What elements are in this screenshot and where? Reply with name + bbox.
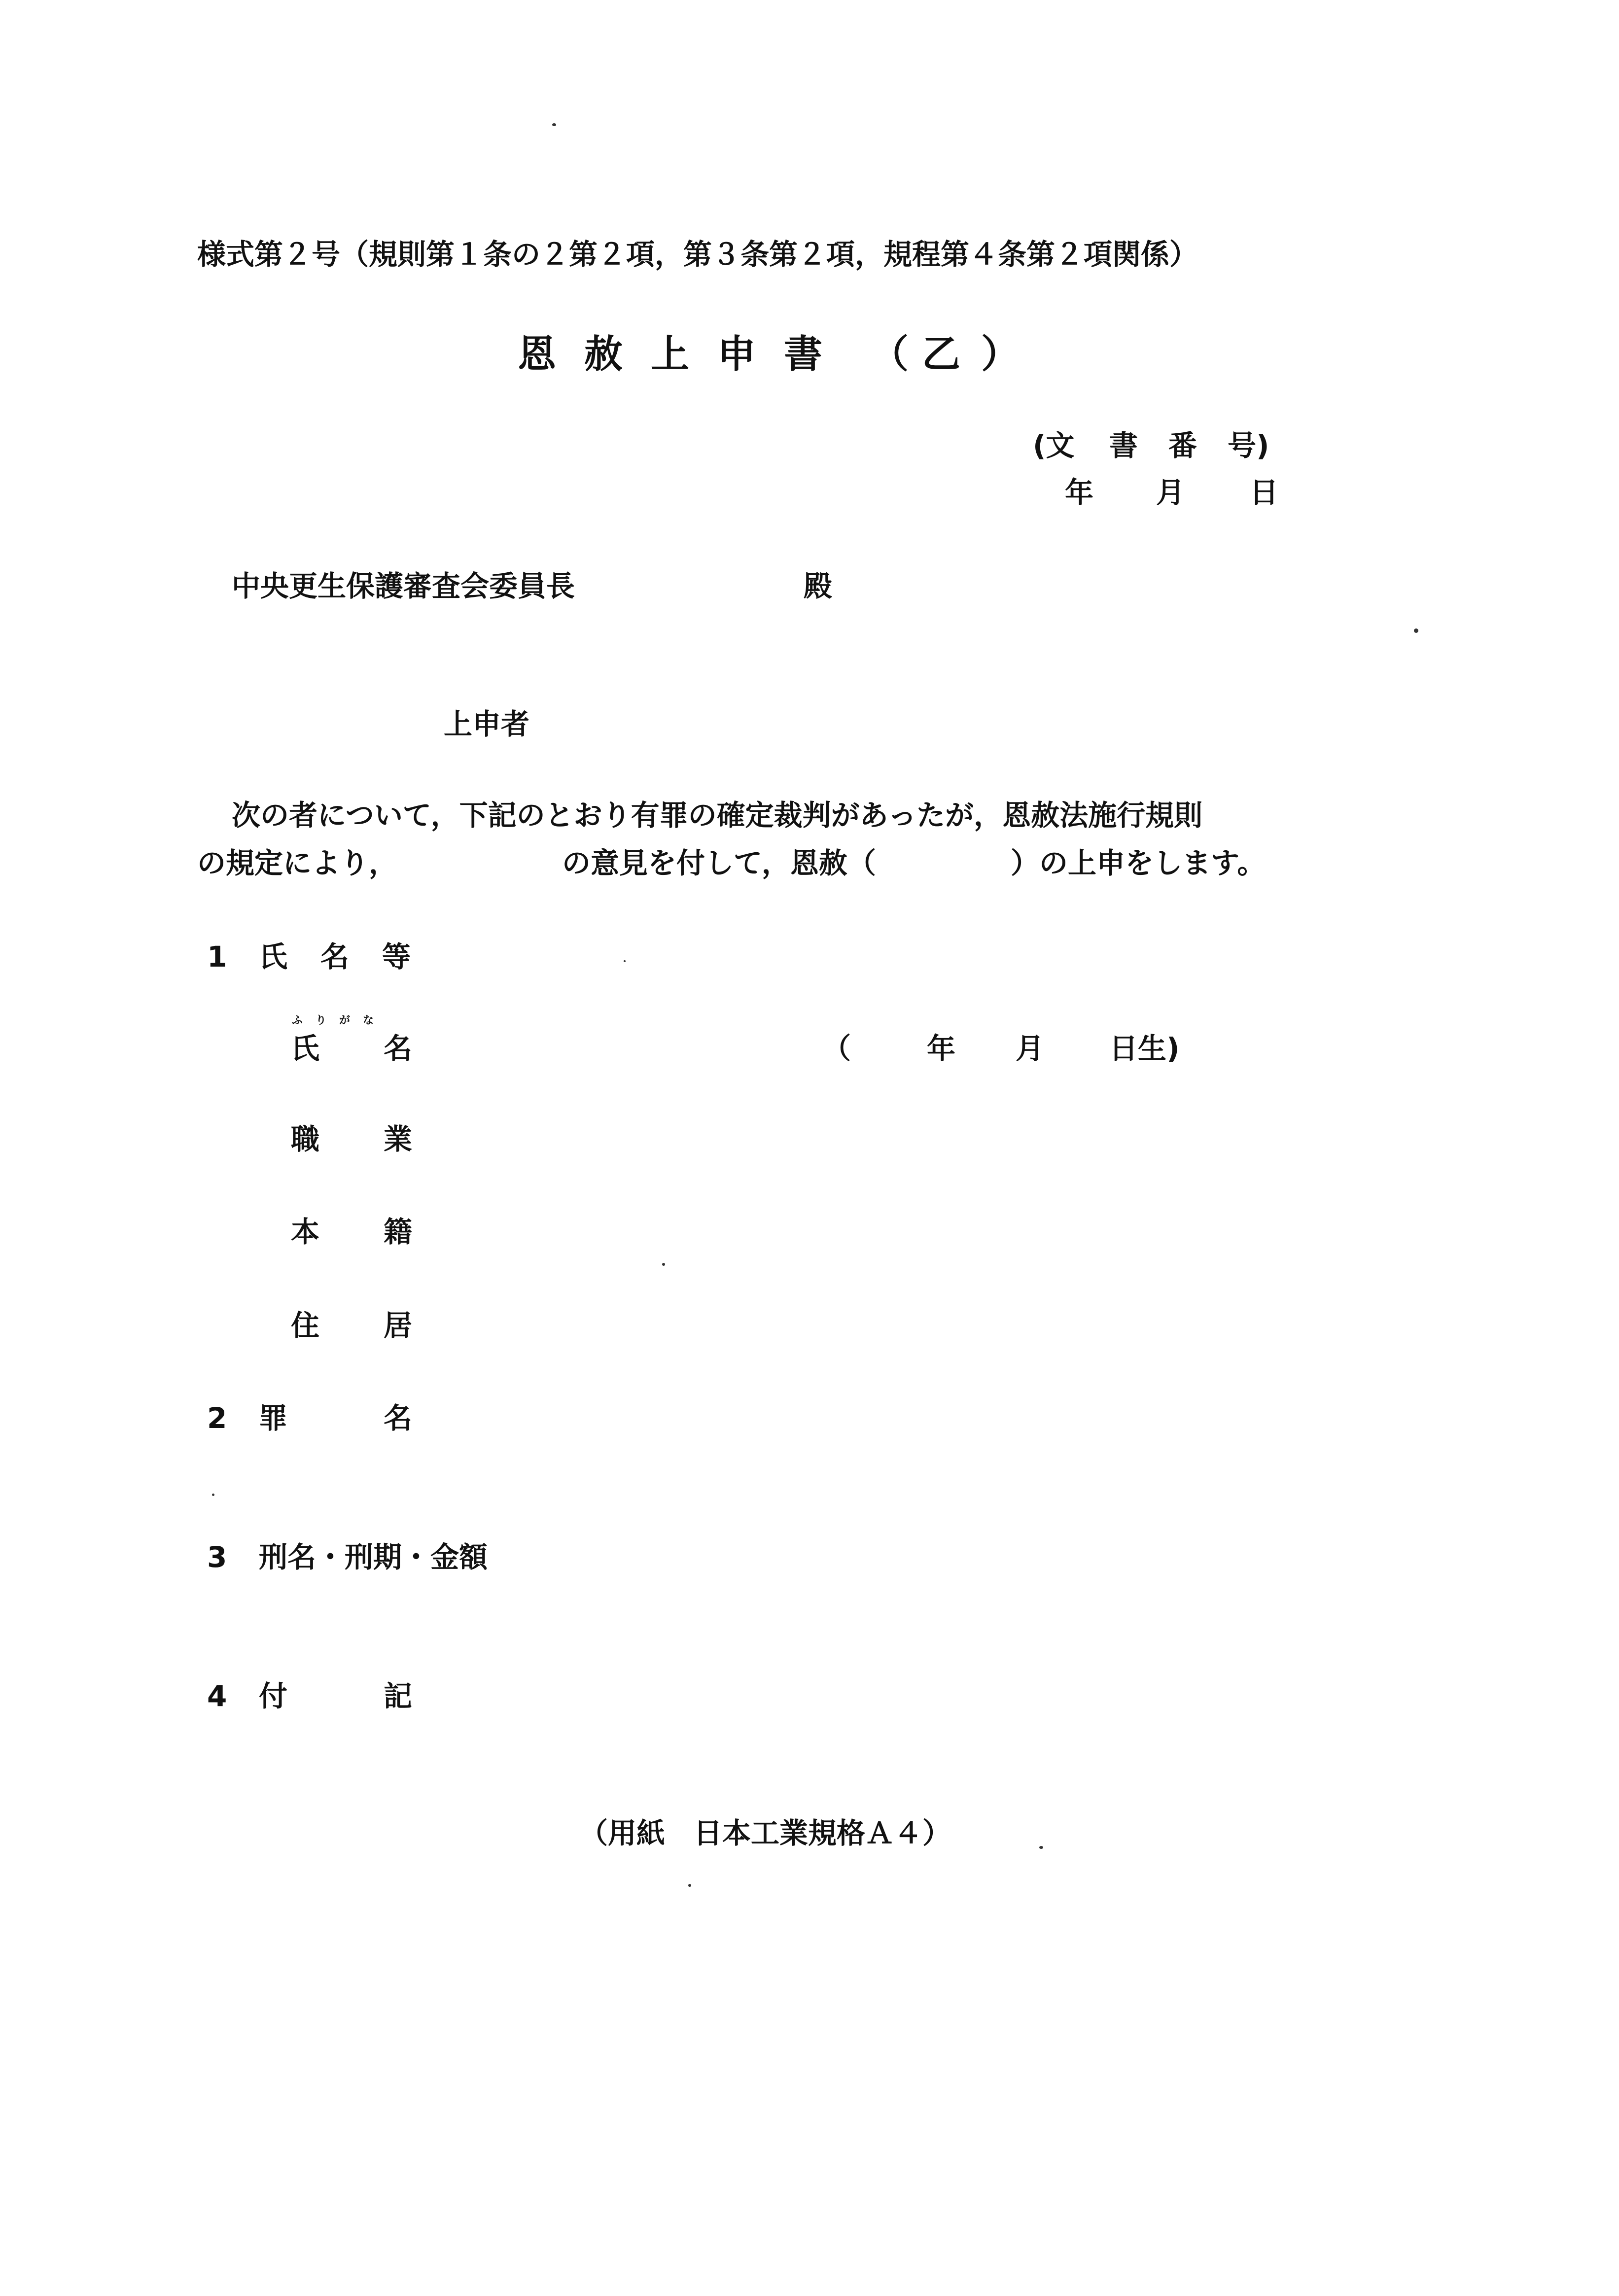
birthdate-year-label: 年 <box>927 1032 956 1065</box>
doc-number-char: 番 <box>1168 429 1197 462</box>
form-number-label: 様式第２号（規則第１条の２第２項，第３条第２項，規程第４条第２項関係） <box>197 238 1198 271</box>
section-1-label-char: 名 <box>320 940 350 974</box>
residence-label-char: 住 <box>291 1309 320 1342</box>
section-3-label: 刑名・刑期・金額 <box>259 1540 488 1574</box>
scan-speck <box>1039 1846 1043 1849</box>
scan-speck <box>688 1884 691 1887</box>
section-4-label-char: 記 <box>384 1679 413 1713</box>
scan-speck <box>212 1494 214 1496</box>
date-year-label: 年 <box>1065 476 1094 509</box>
body-line-1: 次の者について，下記のとおり有罪の確定裁判があったが，恩赦法施行規則 <box>232 799 1203 832</box>
section-3-number: 3 <box>207 1540 227 1574</box>
residence-label-char: 居 <box>384 1309 413 1342</box>
name-label-char: 名 <box>384 1032 413 1065</box>
section-4-label-char: 付 <box>259 1679 288 1713</box>
section-2-number: 2 <box>207 1401 227 1435</box>
title-char: 赦 <box>584 332 623 377</box>
recipient-title: 中央更生保護審査会委員長 <box>232 569 575 603</box>
section-2-label-char: 名 <box>384 1401 413 1435</box>
date-month-label: 月 <box>1156 476 1185 509</box>
name-label-char: 氏 <box>291 1032 320 1065</box>
title-char: 恩 <box>518 332 557 377</box>
title-char: ） <box>981 332 1020 377</box>
scan-speck <box>552 123 556 126</box>
recipient-honorific: 殿 <box>804 569 833 603</box>
date-day-label: 日 <box>1250 476 1279 509</box>
section-1-label-char: 等 <box>382 940 411 974</box>
scan-speck <box>1414 628 1418 633</box>
scan-speck <box>662 1263 665 1266</box>
name-furigana: ふりがな <box>292 1014 387 1027</box>
birthdate-month-label: 月 <box>1016 1032 1045 1065</box>
birthdate-day-label: 日生) <box>1109 1032 1180 1065</box>
doc-number-char: (文 <box>1033 429 1075 462</box>
title-char: 書 <box>784 332 823 377</box>
section-2-label-char: 罪 <box>259 1401 288 1435</box>
occupation-label-char: 業 <box>384 1122 413 1156</box>
title-char: （ <box>870 332 909 377</box>
paper-size-note: （用紙 日本工業規格Ａ４） <box>579 1816 951 1850</box>
occupation-label-char: 職 <box>291 1122 320 1156</box>
birthdate-open-paren: （ <box>822 1032 851 1065</box>
body-line-2-end: ）の上申をします。 <box>1011 846 1266 880</box>
scan-speck <box>624 960 626 962</box>
doc-number-char: 号) <box>1228 429 1269 462</box>
section-4-number: 4 <box>207 1679 227 1713</box>
body-line-2-middle: の意見を付して，恩赦（ <box>562 846 876 880</box>
title-char: 上 <box>651 332 690 377</box>
applicant-label: 上申者 <box>444 707 530 741</box>
domicile-label-char: 本 <box>291 1215 320 1249</box>
title-char: 乙 <box>922 332 961 377</box>
section-1-label-char: 氏 <box>259 940 288 974</box>
domicile-label-char: 籍 <box>384 1215 413 1249</box>
body-line-2-start: の規定により， <box>197 846 398 880</box>
doc-number-char: 書 <box>1109 429 1138 462</box>
section-1-number: 1 <box>207 940 227 974</box>
title-char: 申 <box>717 332 756 377</box>
